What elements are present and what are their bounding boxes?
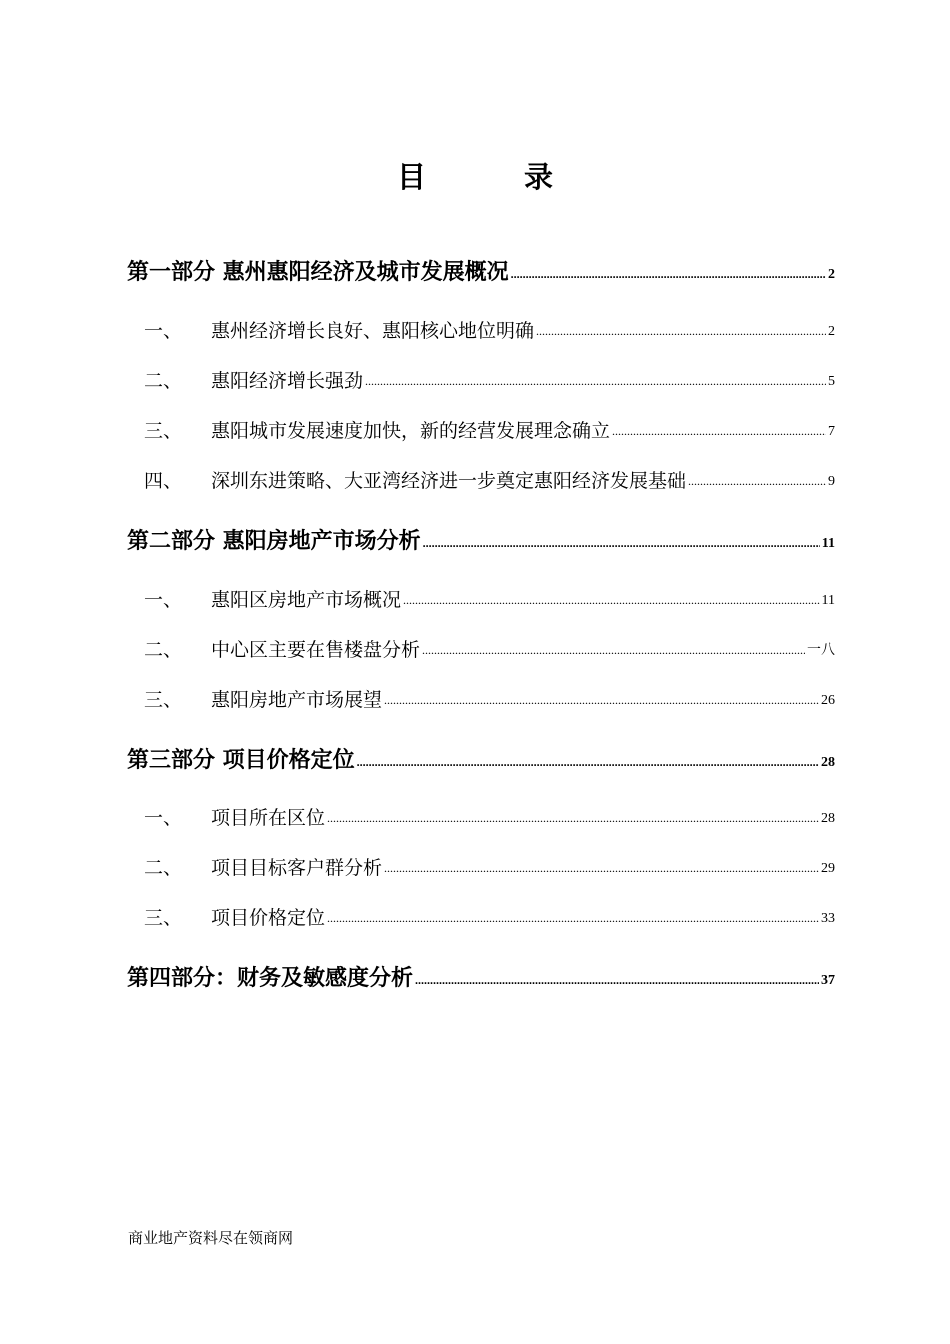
toc-page-number: 33	[821, 911, 835, 926]
toc-item-number: 二、	[144, 639, 183, 661]
dot-leader	[423, 537, 820, 549]
toc-page-number: 9	[828, 474, 835, 489]
toc-item[interactable]	[127, 316, 835, 343]
toc-page-number: 11	[821, 536, 835, 551]
toc-part-label: 第二部分 惠阳房地产市场分析	[127, 529, 421, 554]
toc-item[interactable]	[127, 685, 835, 712]
toc-item-label: 项目目标客户群分析	[211, 857, 383, 879]
toc-page-number: 2	[828, 324, 835, 339]
toc-page-number: 28	[821, 755, 835, 770]
toc-item-number: 二、	[144, 857, 183, 879]
toc-item-number: 三、	[144, 420, 183, 442]
toc-item[interactable]	[127, 635, 835, 662]
toc-page-number: 11	[821, 593, 835, 608]
dot-leader	[403, 594, 820, 606]
dot-leader	[365, 375, 826, 387]
toc-item-label: 惠州经济增长良好、惠阳核心地位明确	[211, 320, 535, 342]
toc-item-label: 惠阳房地产市场展望	[211, 689, 383, 711]
toc-part-4[interactable]	[127, 961, 835, 992]
toc-page-number: 一八	[807, 643, 835, 658]
toc-item-label: 惠阳城市发展速度加快，新的经营发展理念确立	[211, 420, 611, 442]
dot-leader	[327, 912, 819, 924]
dot-leader	[422, 644, 805, 656]
toc-item-number: 一、	[144, 807, 183, 829]
toc-item-label: 惠阳区房地产市场概况	[211, 589, 402, 611]
toc-part-label: 第三部分 项目价格定位	[127, 748, 355, 773]
toc-item-number: 一、	[144, 320, 183, 342]
toc-page-number: 29	[821, 861, 835, 876]
toc-item-number: 一、	[144, 589, 183, 611]
dot-leader	[384, 694, 819, 706]
toc-part-3[interactable]	[127, 743, 835, 774]
dot-leader	[357, 756, 819, 768]
toc-page-number: 5	[828, 374, 835, 389]
dot-leader	[327, 812, 819, 824]
toc-part-2[interactable]	[127, 524, 835, 555]
footer-text: 商业地产资料尽在领商网	[128, 1229, 294, 1247]
toc-item-number: 三、	[144, 907, 183, 929]
toc-item-label: 项目价格定位	[211, 907, 326, 929]
toc-item[interactable]	[127, 416, 835, 443]
dot-leader	[688, 475, 826, 487]
dot-leader	[536, 325, 826, 337]
dot-leader	[612, 425, 826, 437]
dot-leader	[415, 974, 819, 986]
toc-item[interactable]	[127, 803, 835, 830]
toc-item-label: 项目所在区位	[211, 807, 326, 829]
toc-item-label: 中心区主要在售楼盘分析	[211, 639, 421, 661]
toc-item-number: 二、	[144, 370, 183, 392]
toc-item[interactable]	[127, 903, 835, 930]
dot-leader	[384, 862, 819, 874]
toc-page-number: 2	[828, 267, 835, 282]
toc-page-number: 26	[821, 693, 835, 708]
toc-item-label: 惠阳经济增长强劲	[211, 370, 364, 392]
toc-part-label: 第一部分 惠州惠阳经济及城市发展概况	[127, 260, 509, 285]
toc-item[interactable]	[127, 466, 835, 493]
toc-part-1[interactable]	[127, 255, 835, 286]
page-title: 目 录	[396, 160, 598, 194]
toc-page-number: 28	[821, 811, 835, 826]
toc-page-number: 7	[828, 424, 835, 439]
toc-item[interactable]	[127, 585, 835, 612]
toc-item-label: 深圳东进策略、大亚湾经济进一步奠定惠阳经济发展基础	[211, 470, 687, 492]
toc-item-number: 三、	[144, 689, 183, 711]
toc-item-number: 四、	[144, 470, 183, 492]
toc-item[interactable]	[127, 853, 835, 880]
toc-part-label: 第四部分：财务及敏感度分析	[127, 966, 414, 991]
dot-leader	[511, 268, 826, 280]
toc-page-number: 37	[821, 973, 835, 988]
toc-item[interactable]	[127, 366, 835, 393]
